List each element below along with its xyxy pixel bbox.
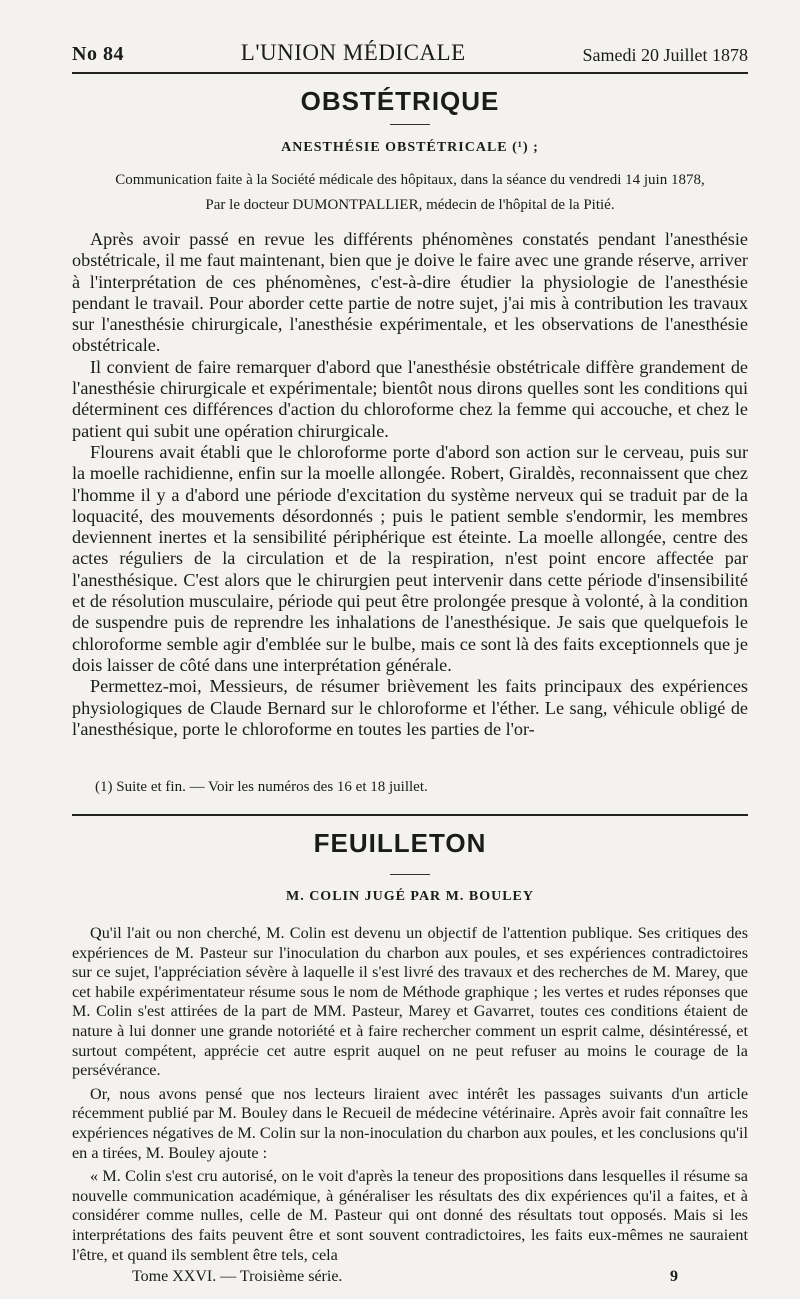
communication-line: Communication faite à la Société médicale des hôpitaux, dans la séance du vendredi 14 juin 1878, (115, 172, 705, 188)
issue-number: No 84 (72, 43, 124, 65)
title-divider (390, 874, 430, 875)
paragraph: Permettez-moi, Messieurs, de résumer brièvement les faits principaux des expériences physiologiques de Claude Bernard sur le chloroforme et l'éther. Le sang, véhicule obligé de l'anesthésique, porte le chloroforme en toutes les parties de l'or- (72, 676, 748, 739)
journal-title: L'UNION MÉDICALE (240, 40, 466, 65)
title-divider (390, 124, 430, 125)
paragraph: Or, nous avons pensé que nos lecteurs liraient avec intérêt les passages suivants d'un article récemment publié par M. Bouley dans le Recueil de médecine vétérinaire. Après avoir fait connaître les expériences négatives de M. Colin sur la non-inoculation du charbon aux poules, et les conclusions qu'il en a tirées, M. Bouley ajoute : (72, 1084, 748, 1162)
page-header (72, 30, 748, 66)
author-line: Par le docteur DUMONTPALLIER, médecin de l'hôpital de la Pitié. (205, 197, 615, 213)
page-number: 9 (670, 1268, 678, 1285)
section-rule (72, 814, 748, 816)
article-body (72, 229, 748, 740)
section-title-feuilleton: FEUILLETON (313, 828, 487, 858)
issue-date: Samedi 20 Juillet 1878 (582, 45, 748, 65)
paragraph: Après avoir passé en revue les différents phénomènes constatés pendant l'anesthésie obstétricale, il me faut maintenant, bien que je doive le faire avec une grande réserve, arriver à l'interprétation de ces phénomènes, c'est-à-dire étudier la physiologie de l'anesthésie pendant le travail. Pour aborder cette partie de notre sujet, j'ai mis à contribution les travaux sur l'anesthésie chirurgicale, l'anesthésie expérimentale, et les observations de l'anesthésie obstétricale. (72, 229, 748, 356)
footnote: (1) Suite et fin. — Voir les numéros des 16 et 18 juillet. (95, 779, 428, 795)
section-title-obstetrique: OBSTÉTRIQUE (300, 86, 500, 116)
paragraph: Qu'il l'ait ou non cherché, M. Colin est devenu un objectif de l'attention publique. Ses critiques des expériences de M. Pasteur sur l'inoculation du charbon aux poules, et ses expériences contradictoires sur ce sujet, l'appréciation sévère à laquelle il s'est livré des travaux et des recherches de M. Marey, que cet habile expérimentateur résume sous le nom de Méthode graphique ; les vertes et rudes réponses que M. Colin s'est attirées de la part de MM. Pasteur, Marey et Gavarret, toutes ces conditions étaient de nature à lui donner une grande notoriété et à faire rechercher comment un esprit calme, désintéressé, et surtout compétent, apprécie cet autre esprit auquel on ne peut refuser au moins le courage de la persévérance. (72, 924, 748, 1080)
paragraph: Il convient de faire remarquer d'abord que l'anesthésie obstétricale diffère grandement de l'anesthésie chirurgicale et expérimentale; bientôt nous dirons quelles sont les conditions qui déterminent ces différences d'action du chloroforme chez la femme qui accouche, et chez le patient qui subit une opération chirurgicale. (72, 356, 748, 441)
paragraph: Flourens avait établi que le chloroforme porte d'abord son action sur le cerveau, puis sur la moelle rachidienne, enfin sur la moelle allongée. Robert, Giraldès, reconnaissent que chez l'homme il y a d'abord une période d'excitation du système nerveux qui se traduit par de la loquacité, des mouvements désordonnés ; puis le patient semble s'endormir, les membres deviennent inertes et la sensibilité périphérique est éteinte. La moelle allongée, centre des actes réguliers de la circulation et de la respiration, n'est point encore affectée par l'anesthésique. C'est alors que le chirurgien peut intervenir dans cette période d'insensibilité et de résolution musculaire, période qui peut être prolongée presque à volonté, à la condition de suspendre puis de reprendre les inhalations de l'anesthésique. Je sais que quelquefois le chloroforme semble agir d'emblée sur le bulbe, mais ce sont là des faits exceptionnels que je dois laisser de côté dans une interprétation générale. (72, 441, 748, 675)
page-footer (72, 1268, 748, 1286)
feuilleton-title: M. COLIN JUGÉ PAR M. BOULEY (285, 889, 535, 904)
header-rule (72, 72, 748, 74)
paragraph: « M. Colin s'est cru autorisé, on le voit d'après la teneur des propositions dans lesquelles il résume sa nouvelle communication académique, à généraliser les résultats des dix expériences qu'il a faites, et à considérer comme nulles, celle de M. Pasteur qui ont donné des résultats tout opposés. Mais si les interprétations des faits peuvent être et sont souvent contradictoires, les faits eux-mêmes ne sauraient l'être, et quand ils semblent être tels, cela (72, 1167, 748, 1264)
article-title: ANESTHÉSIE OBSTÉTRICALE (¹) ; (281, 140, 539, 155)
tome-line: Tome XXVI. — Troisième série. (132, 1268, 343, 1285)
feuilleton-body (72, 924, 748, 1269)
